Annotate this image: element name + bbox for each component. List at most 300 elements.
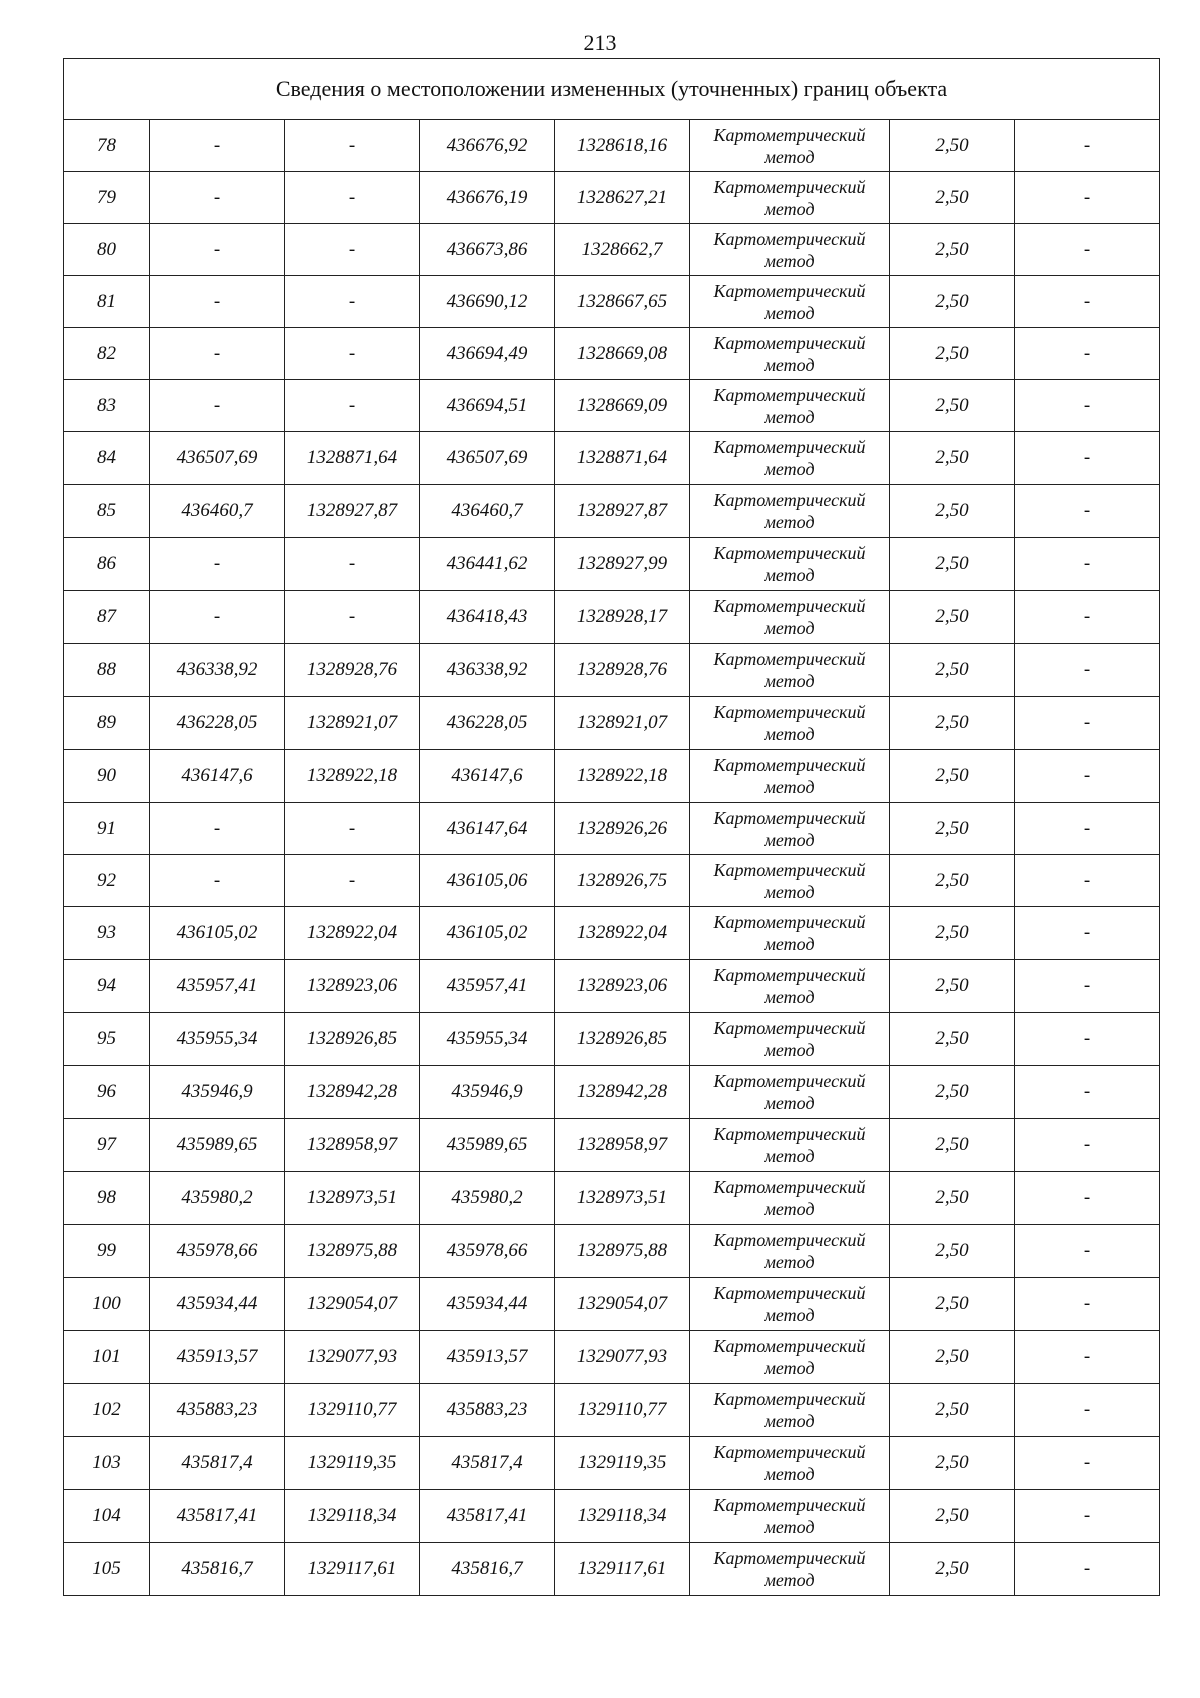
method-line-1: Картометрический — [713, 1548, 866, 1568]
description-cell: - — [1015, 803, 1160, 855]
method-cell — [690, 1543, 890, 1596]
accuracy-cell: 2,50 — [890, 1119, 1015, 1172]
point-number-cell: 105 — [64, 1543, 150, 1596]
method-cell — [690, 803, 890, 855]
updated-y-cell: 1328627,21 — [555, 172, 690, 224]
updated-x-cell: 436460,7 — [420, 485, 555, 538]
accuracy-cell: 2,50 — [890, 1013, 1015, 1066]
existing-y-cell: - — [285, 591, 420, 644]
point-number-cell: 82 — [64, 328, 150, 380]
method-line-1: Картометрический — [713, 176, 866, 197]
updated-y-cell: 1329117,61 — [555, 1543, 690, 1596]
existing-x-cell: 435955,34 — [150, 1013, 285, 1066]
accuracy-cell: 2,50 — [890, 1172, 1015, 1225]
existing-x-cell: 435957,41 — [150, 960, 285, 1013]
description-cell: - — [1015, 276, 1160, 328]
point-number-cell: 80 — [64, 224, 150, 276]
point-number-cell: 104 — [64, 1490, 150, 1543]
existing-x-cell: - — [150, 328, 285, 380]
method-line-2: метод — [764, 1040, 815, 1060]
table-row — [64, 1013, 1160, 1066]
updated-y-cell: 1329077,93 — [555, 1331, 690, 1384]
method-line-2: метод — [764, 459, 815, 479]
method-line-1: Картометрический — [713, 332, 866, 353]
method-cell — [690, 1278, 890, 1331]
point-number-cell: 90 — [64, 750, 150, 803]
table-row — [64, 432, 1160, 485]
accuracy-cell: 2,50 — [890, 1437, 1015, 1490]
point-number-cell: 96 — [64, 1066, 150, 1119]
table-row — [64, 855, 1160, 907]
description-cell: - — [1015, 224, 1160, 276]
table-row — [64, 328, 1160, 380]
existing-y-cell: 1328922,04 — [285, 907, 420, 960]
table-row — [64, 485, 1160, 538]
table-row — [64, 960, 1160, 1013]
description-cell: - — [1015, 960, 1160, 1013]
accuracy-cell: 2,50 — [890, 1490, 1015, 1543]
updated-y-cell: 1328927,87 — [555, 485, 690, 538]
method-line-2: метод — [764, 406, 815, 427]
updated-y-cell: 1328973,51 — [555, 1172, 690, 1225]
updated-y-cell: 1328871,64 — [555, 432, 690, 485]
updated-y-cell: 1329119,35 — [555, 1437, 690, 1490]
point-number-cell: 91 — [64, 803, 150, 855]
table-row — [64, 1437, 1160, 1490]
method-cell — [690, 697, 890, 750]
method-line-1: Картометрический — [713, 807, 866, 828]
point-number-cell: 101 — [64, 1331, 150, 1384]
description-cell: - — [1015, 1013, 1160, 1066]
existing-x-cell: - — [150, 172, 285, 224]
existing-x-cell: - — [150, 120, 285, 172]
method-cell — [690, 1013, 890, 1066]
existing-x-cell: 435980,2 — [150, 1172, 285, 1225]
method-line-2: метод — [764, 1464, 815, 1484]
description-cell: - — [1015, 855, 1160, 907]
page-number: 213 — [583, 30, 617, 55]
accuracy-cell: 2,50 — [890, 328, 1015, 380]
updated-y-cell: 1328958,97 — [555, 1119, 690, 1172]
existing-y-cell: - — [285, 380, 420, 432]
method-line-2: метод — [764, 1199, 815, 1219]
method-line-2: метод — [764, 1570, 815, 1590]
point-number-cell: 95 — [64, 1013, 150, 1066]
existing-y-cell: 1328973,51 — [285, 1172, 420, 1225]
method-line-2: метод — [764, 1093, 815, 1113]
method-line-2: метод — [764, 881, 815, 902]
existing-x-cell: - — [150, 591, 285, 644]
existing-x-cell: 435946,9 — [150, 1066, 285, 1119]
point-number-cell: 94 — [64, 960, 150, 1013]
method-cell — [690, 1119, 890, 1172]
description-cell: - — [1015, 485, 1160, 538]
updated-x-cell: 435816,7 — [420, 1543, 555, 1596]
existing-y-cell: 1328928,76 — [285, 644, 420, 697]
method-line-1: Картометрический — [713, 1124, 866, 1144]
table-row — [64, 276, 1160, 328]
table-row — [64, 1278, 1160, 1331]
accuracy-cell: 2,50 — [890, 485, 1015, 538]
existing-y-cell: 1328922,18 — [285, 750, 420, 803]
description-cell: - — [1015, 697, 1160, 750]
point-number-cell: 84 — [64, 432, 150, 485]
updated-x-cell: 436147,6 — [420, 750, 555, 803]
existing-y-cell: - — [285, 172, 420, 224]
method-line-1: Картометрический — [713, 437, 866, 457]
method-line-1: Картометрический — [713, 384, 866, 405]
updated-x-cell: 435980,2 — [420, 1172, 555, 1225]
point-number-cell: 87 — [64, 591, 150, 644]
accuracy-cell: 2,50 — [890, 276, 1015, 328]
method-line-1: Картометрический — [713, 596, 866, 616]
updated-x-cell: 435978,66 — [420, 1225, 555, 1278]
existing-x-cell: 436147,6 — [150, 750, 285, 803]
table-row — [64, 1119, 1160, 1172]
method-line-2: метод — [764, 671, 815, 691]
accuracy-cell: 2,50 — [890, 855, 1015, 907]
existing-x-cell: - — [150, 538, 285, 591]
existing-x-cell: 435817,4 — [150, 1437, 285, 1490]
updated-y-cell: 1328669,08 — [555, 328, 690, 380]
method-line-2: метод — [764, 1305, 815, 1325]
updated-x-cell: 436676,92 — [420, 120, 555, 172]
method-cell — [690, 960, 890, 1013]
updated-x-cell: 435989,65 — [420, 1119, 555, 1172]
point-number-cell: 78 — [64, 120, 150, 172]
updated-x-cell: 436673,86 — [420, 224, 555, 276]
accuracy-cell: 2,50 — [890, 907, 1015, 960]
method-cell — [690, 432, 890, 485]
method-cell — [690, 1384, 890, 1437]
table-row — [64, 1331, 1160, 1384]
method-line-2: метод — [764, 1252, 815, 1272]
table-row — [64, 172, 1160, 224]
updated-x-cell: 436338,92 — [420, 644, 555, 697]
updated-x-cell: 436676,19 — [420, 172, 555, 224]
updated-x-cell: 436105,06 — [420, 855, 555, 907]
existing-x-cell: 436338,92 — [150, 644, 285, 697]
updated-x-cell: 436441,62 — [420, 538, 555, 591]
description-cell: - — [1015, 1119, 1160, 1172]
method-line-1: Картометрический — [713, 280, 866, 301]
table-row — [64, 591, 1160, 644]
existing-y-cell: 1329054,07 — [285, 1278, 420, 1331]
description-cell: - — [1015, 328, 1160, 380]
table-row — [64, 1543, 1160, 1596]
method-line-1: Картометрический — [713, 1283, 866, 1303]
table-row — [64, 1066, 1160, 1119]
description-cell: - — [1015, 1172, 1160, 1225]
method-cell — [690, 276, 890, 328]
existing-y-cell: 1328942,28 — [285, 1066, 420, 1119]
accuracy-cell: 2,50 — [890, 591, 1015, 644]
updated-x-cell: 436228,05 — [420, 697, 555, 750]
existing-y-cell: 1328926,85 — [285, 1013, 420, 1066]
method-line-1: Картометрический — [713, 702, 866, 722]
point-number-cell: 100 — [64, 1278, 150, 1331]
updated-y-cell: 1328926,75 — [555, 855, 690, 907]
method-line-2: метод — [764, 250, 815, 271]
accuracy-cell: 2,50 — [890, 1331, 1015, 1384]
existing-x-cell: 435817,41 — [150, 1490, 285, 1543]
method-cell — [690, 172, 890, 224]
method-cell — [690, 1066, 890, 1119]
method-cell — [690, 907, 890, 960]
method-cell — [690, 1225, 890, 1278]
point-number-cell: 99 — [64, 1225, 150, 1278]
method-cell — [690, 644, 890, 697]
method-line-1: Картометрический — [713, 649, 866, 669]
description-cell: - — [1015, 1278, 1160, 1331]
existing-y-cell: - — [285, 224, 420, 276]
updated-y-cell: 1328669,09 — [555, 380, 690, 432]
method-line-2: метод — [764, 565, 815, 585]
method-line-1: Картометрический — [713, 1071, 866, 1091]
method-cell — [690, 538, 890, 591]
existing-y-cell: 1328923,06 — [285, 960, 420, 1013]
description-cell: - — [1015, 1490, 1160, 1543]
method-line-2: метод — [764, 1411, 815, 1431]
updated-y-cell: 1328922,04 — [555, 907, 690, 960]
method-line-1: Картометрический — [713, 124, 866, 145]
existing-x-cell: - — [150, 380, 285, 432]
description-cell: - — [1015, 591, 1160, 644]
description-cell: - — [1015, 172, 1160, 224]
updated-y-cell: 1328928,17 — [555, 591, 690, 644]
table-row — [64, 224, 1160, 276]
method-cell — [690, 224, 890, 276]
table-row — [64, 120, 1160, 172]
table-row — [64, 1490, 1160, 1543]
description-cell: - — [1015, 1225, 1160, 1278]
method-cell — [690, 1331, 890, 1384]
description-cell: - — [1015, 432, 1160, 485]
table-row — [64, 1384, 1160, 1437]
method-line-1: Картометрический — [713, 1336, 866, 1356]
method-line-2: метод — [764, 777, 815, 797]
method-line-1: Картометрический — [713, 490, 866, 510]
existing-y-cell: - — [285, 276, 420, 328]
updated-x-cell: 436147,64 — [420, 803, 555, 855]
updated-x-cell: 435955,34 — [420, 1013, 555, 1066]
table-row — [64, 1225, 1160, 1278]
existing-x-cell: 436105,02 — [150, 907, 285, 960]
method-line-2: метод — [764, 934, 815, 954]
table-row — [64, 697, 1160, 750]
method-line-2: метод — [764, 146, 815, 167]
updated-x-cell: 436694,49 — [420, 328, 555, 380]
table-row — [64, 644, 1160, 697]
method-line-1: Картометрический — [713, 912, 866, 932]
description-cell: - — [1015, 380, 1160, 432]
point-number-cell: 103 — [64, 1437, 150, 1490]
method-line-1: Картометрический — [713, 965, 866, 985]
method-line-1: Картометрический — [713, 859, 866, 880]
description-cell: - — [1015, 1066, 1160, 1119]
updated-x-cell: 436418,43 — [420, 591, 555, 644]
updated-y-cell: 1329110,77 — [555, 1384, 690, 1437]
method-cell — [690, 591, 890, 644]
existing-x-cell: - — [150, 855, 285, 907]
method-line-1: Картометрический — [713, 228, 866, 249]
updated-x-cell: 435913,57 — [420, 1331, 555, 1384]
table-title: Сведения о местоположении измененных (уточненных) границ объекта — [64, 59, 1160, 120]
method-cell — [690, 1437, 890, 1490]
updated-y-cell: 1329118,34 — [555, 1490, 690, 1543]
point-number-cell: 93 — [64, 907, 150, 960]
method-cell — [690, 380, 890, 432]
existing-y-cell: 1329118,34 — [285, 1490, 420, 1543]
accuracy-cell: 2,50 — [890, 750, 1015, 803]
updated-y-cell: 1328921,07 — [555, 697, 690, 750]
updated-y-cell: 1328926,85 — [555, 1013, 690, 1066]
method-line-1: Картометрический — [713, 1495, 866, 1515]
point-number-cell: 98 — [64, 1172, 150, 1225]
point-number-cell: 83 — [64, 380, 150, 432]
updated-x-cell: 435934,44 — [420, 1278, 555, 1331]
point-number-cell: 79 — [64, 172, 150, 224]
description-cell: - — [1015, 1384, 1160, 1437]
existing-y-cell: 1328958,97 — [285, 1119, 420, 1172]
accuracy-cell: 2,50 — [890, 697, 1015, 750]
updated-y-cell: 1328922,18 — [555, 750, 690, 803]
existing-y-cell: - — [285, 328, 420, 380]
existing-y-cell: 1329119,35 — [285, 1437, 420, 1490]
existing-x-cell: 435934,44 — [150, 1278, 285, 1331]
existing-y-cell: - — [285, 538, 420, 591]
method-line-2: метод — [764, 987, 815, 1007]
method-cell — [690, 328, 890, 380]
point-number-cell: 85 — [64, 485, 150, 538]
method-line-1: Картометрический — [713, 1177, 866, 1197]
accuracy-cell: 2,50 — [890, 432, 1015, 485]
description-cell: - — [1015, 750, 1160, 803]
existing-y-cell: 1329077,93 — [285, 1331, 420, 1384]
accuracy-cell: 2,50 — [890, 380, 1015, 432]
updated-y-cell: 1328618,16 — [555, 120, 690, 172]
existing-y-cell: 1329117,61 — [285, 1543, 420, 1596]
existing-x-cell: 436460,7 — [150, 485, 285, 538]
updated-x-cell: 436690,12 — [420, 276, 555, 328]
updated-x-cell: 436105,02 — [420, 907, 555, 960]
accuracy-cell: 2,50 — [890, 1278, 1015, 1331]
point-number-cell: 81 — [64, 276, 150, 328]
updated-y-cell: 1328662,7 — [555, 224, 690, 276]
accuracy-cell: 2,50 — [890, 803, 1015, 855]
existing-y-cell: 1329110,77 — [285, 1384, 420, 1437]
table-row — [64, 907, 1160, 960]
method-line-1: Картометрический — [713, 1230, 866, 1250]
method-line-2: метод — [764, 198, 815, 219]
existing-x-cell: 436228,05 — [150, 697, 285, 750]
updated-y-cell: 1328667,65 — [555, 276, 690, 328]
method-line-1: Картометрический — [713, 1018, 866, 1038]
existing-x-cell: 435978,66 — [150, 1225, 285, 1278]
existing-x-cell: 435989,65 — [150, 1119, 285, 1172]
accuracy-cell: 2,50 — [890, 1543, 1015, 1596]
method-cell — [690, 750, 890, 803]
description-cell: - — [1015, 1331, 1160, 1384]
accuracy-cell: 2,50 — [890, 644, 1015, 697]
method-line-2: метод — [764, 1517, 815, 1537]
existing-y-cell: 1328921,07 — [285, 697, 420, 750]
method-cell — [690, 1172, 890, 1225]
method-line-2: метод — [764, 302, 815, 323]
updated-y-cell: 1329054,07 — [555, 1278, 690, 1331]
method-line-2: метод — [764, 354, 815, 375]
existing-y-cell: - — [285, 120, 420, 172]
existing-x-cell: 435816,7 — [150, 1543, 285, 1596]
existing-x-cell: 435883,23 — [150, 1384, 285, 1437]
boundary-coordinates-table — [63, 58, 1160, 1596]
table-row — [64, 803, 1160, 855]
updated-y-cell: 1328942,28 — [555, 1066, 690, 1119]
updated-y-cell: 1328927,99 — [555, 538, 690, 591]
updated-y-cell: 1328975,88 — [555, 1225, 690, 1278]
method-line-2: метод — [764, 829, 815, 850]
accuracy-cell: 2,50 — [890, 1384, 1015, 1437]
existing-x-cell: - — [150, 224, 285, 276]
updated-x-cell: 435817,41 — [420, 1490, 555, 1543]
point-number-cell: 89 — [64, 697, 150, 750]
method-cell — [690, 1490, 890, 1543]
accuracy-cell: 2,50 — [890, 538, 1015, 591]
method-cell — [690, 485, 890, 538]
method-line-1: Картометрический — [713, 755, 866, 775]
method-line-1: Картометрический — [713, 1389, 866, 1409]
existing-x-cell: 436507,69 — [150, 432, 285, 485]
updated-x-cell: 435957,41 — [420, 960, 555, 1013]
accuracy-cell: 2,50 — [890, 172, 1015, 224]
point-number-cell: 86 — [64, 538, 150, 591]
method-line-2: метод — [764, 618, 815, 638]
updated-y-cell: 1328926,26 — [555, 803, 690, 855]
accuracy-cell: 2,50 — [890, 224, 1015, 276]
accuracy-cell: 2,50 — [890, 120, 1015, 172]
updated-x-cell: 435817,4 — [420, 1437, 555, 1490]
updated-x-cell: 436507,69 — [420, 432, 555, 485]
description-cell: - — [1015, 1437, 1160, 1490]
description-cell: - — [1015, 120, 1160, 172]
method-cell — [690, 120, 890, 172]
accuracy-cell: 2,50 — [890, 1225, 1015, 1278]
existing-x-cell: - — [150, 276, 285, 328]
method-line-2: метод — [764, 724, 815, 744]
method-line-1: Картометрический — [713, 543, 866, 563]
accuracy-cell: 2,50 — [890, 1066, 1015, 1119]
table-row — [64, 750, 1160, 803]
method-cell — [690, 855, 890, 907]
description-cell: - — [1015, 644, 1160, 697]
point-number-cell: 92 — [64, 855, 150, 907]
existing-y-cell: - — [285, 855, 420, 907]
updated-x-cell: 435883,23 — [420, 1384, 555, 1437]
description-cell: - — [1015, 907, 1160, 960]
existing-x-cell: - — [150, 803, 285, 855]
method-line-2: метод — [764, 1358, 815, 1378]
method-line-2: метод — [764, 512, 815, 532]
table-row — [64, 1172, 1160, 1225]
updated-x-cell: 436694,51 — [420, 380, 555, 432]
method-line-1: Картометрический — [713, 1442, 866, 1462]
existing-y-cell: 1328927,87 — [285, 485, 420, 538]
table-row — [64, 380, 1160, 432]
point-number-cell: 102 — [64, 1384, 150, 1437]
table-title-row — [64, 59, 1160, 120]
table-row — [64, 538, 1160, 591]
accuracy-cell: 2,50 — [890, 960, 1015, 1013]
